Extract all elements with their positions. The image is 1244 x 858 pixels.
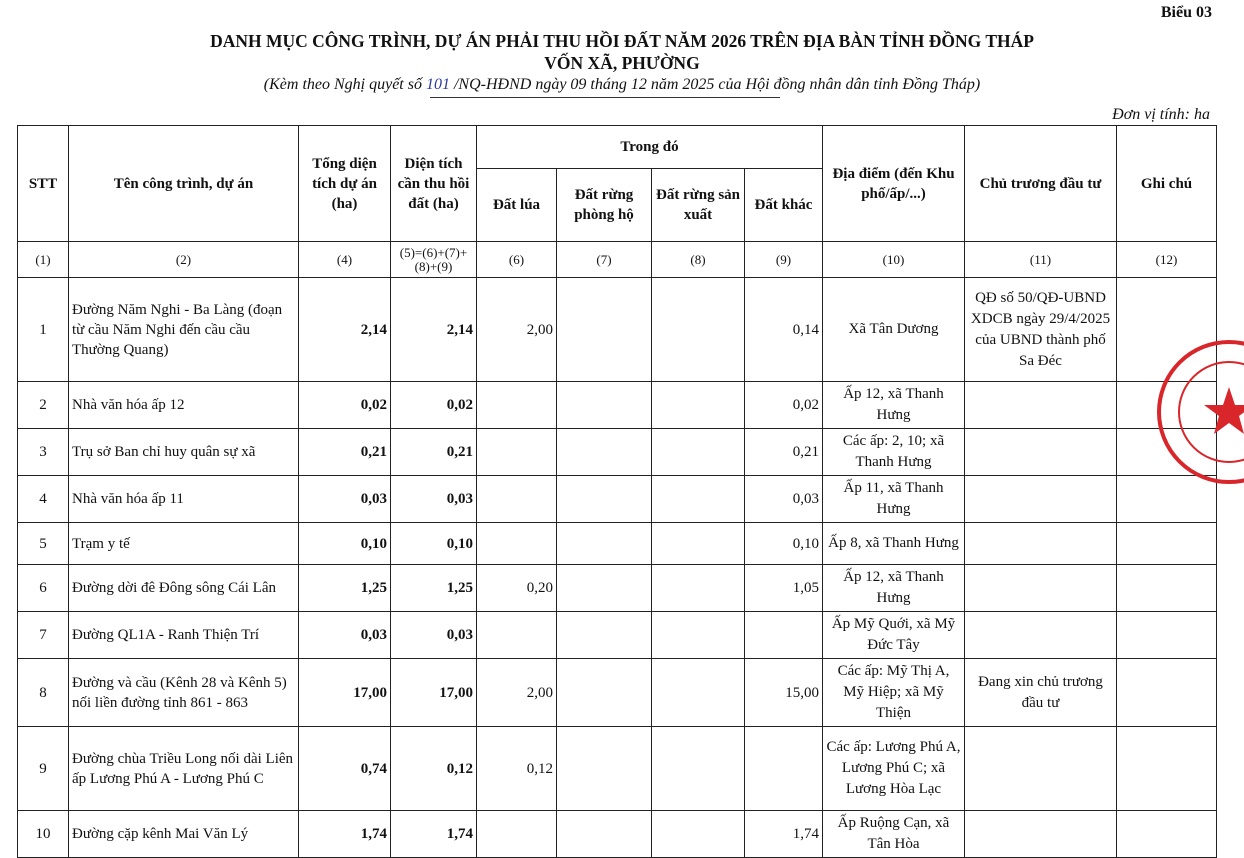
cell-name: Đường cặp kênh Mai Văn Lý [69,811,299,858]
cell-prod [652,727,745,811]
cell-stt: 1 [18,278,69,382]
cell-note [1117,659,1217,727]
cell-total: 17,00 [299,659,391,727]
cell-stt: 9 [18,727,69,811]
cell-name: Đường dời đê Đông sông Cái Lân [69,565,299,612]
cell-prod [652,278,745,382]
cell-recover: 0,21 [391,429,477,476]
cell-note [1117,727,1217,811]
cell-name: Đường và cầu (Kênh 28 và Kênh 5) nối liền đường tỉnh 861 - 863 [69,659,299,727]
table-row [18,727,1217,811]
cell-policy [965,476,1117,523]
cell-stt: 2 [18,382,69,429]
form-label: Biểu 03 [1160,4,1212,21]
cell-policy [965,382,1117,429]
cell-name: Đường Năm Nghi - Ba Làng (đoạn từ cầu Năm Nghi đến cầu cầu Thường Quang) [69,278,299,382]
cell-name: Nhà văn hóa ấp 12 [69,382,299,429]
index-cell: (4) [299,242,391,278]
cell-recover: 1,25 [391,565,477,612]
cell-rice [477,811,557,858]
cell-other: 0,02 [745,382,823,429]
index-cell: (6) [477,242,557,278]
table-row [18,659,1217,727]
cell-rice [477,476,557,523]
header-group: Trong đó [477,126,823,169]
cell-protect [557,727,652,811]
cell-other: 0,21 [745,429,823,476]
cell-prod [652,565,745,612]
index-cell: (8) [652,242,745,278]
cell-location: Các ấp: 2, 10; xã Thanh Hưng [823,429,965,476]
title-line-2: VỐN XÃ, PHƯỜNG [544,53,700,73]
cell-policy [965,612,1117,659]
cell-total: 1,74 [299,811,391,858]
cell-stt: 4 [18,476,69,523]
cell-policy: Đang xin chủ trương đầu tư [965,659,1117,727]
cell-recover: 2,14 [391,278,477,382]
project-table [17,125,1217,858]
cell-protect [557,278,652,382]
index-cell: (5)=(6)+(7)+(8)+(9) [391,242,477,278]
title-line-1: DANH MỤC CÔNG TRÌNH, DỰ ÁN PHẢI THU HỒI ĐẤT NĂM 2026 TRÊN ĐỊA BÀN TỈNH ĐỒNG THÁP [210,31,1034,51]
cell-protect [557,523,652,565]
cell-prod [652,523,745,565]
index-cell: (10) [823,242,965,278]
cell-other [745,727,823,811]
cell-rice [477,612,557,659]
subtitle-suffix: /NQ-HĐND ngày 09 tháng 12 năm 2025 của Hội đồng nhân dân tỉnh Đồng Tháp) [449,76,981,93]
table-row [18,278,1217,382]
header-prod: Đất rừng sản xuất [652,169,745,242]
underline [430,97,780,98]
header-other: Đất khác [745,169,823,242]
cell-stt: 7 [18,612,69,659]
index-cell: (2) [69,242,299,278]
cell-stt: 8 [18,659,69,727]
table-row [18,476,1217,523]
cell-other [745,612,823,659]
table-row [18,612,1217,659]
cell-rice [477,382,557,429]
cell-stt: 3 [18,429,69,476]
cell-other: 0,03 [745,476,823,523]
cell-note [1117,811,1217,858]
cell-other: 0,10 [745,523,823,565]
header-note: Ghi chú [1117,126,1217,242]
index-cell: (12) [1117,242,1217,278]
cell-location: Ấp Ruộng Cạn, xã Tân Hòa [823,811,965,858]
header-recover: Diện tích cần thu hồi đất (ha) [391,126,477,242]
red-seal-stamp [1154,322,1244,502]
cell-rice: 0,20 [477,565,557,612]
cell-location: Ấp 12, xã Thanh Hưng [823,565,965,612]
cell-recover: 0,03 [391,612,477,659]
cell-protect [557,659,652,727]
cell-total: 0,74 [299,727,391,811]
cell-policy: QĐ số 50/QĐ-UBND XDCB ngày 29/4/2025 của UBND thành phố Sa Đéc [965,278,1117,382]
cell-protect [557,429,652,476]
cell-other: 0,14 [745,278,823,382]
cell-total: 0,03 [299,612,391,659]
table-row [18,429,1217,476]
cell-recover: 1,74 [391,811,477,858]
cell-recover: 0,02 [391,382,477,429]
cell-name: Đường chùa Triều Long nối dài Liên ấp Lương Phú A - Lương Phú C [69,727,299,811]
cell-total: 1,25 [299,565,391,612]
cell-prod [652,811,745,858]
cell-location: Ấp 8, xã Thanh Hưng [823,523,965,565]
cell-rice: 2,00 [477,278,557,382]
cell-name: Trụ sở Ban chỉ huy quân sự xã [69,429,299,476]
cell-prod [652,659,745,727]
resolution-number: 101 [425,76,450,93]
cell-name: Trạm y tế [69,523,299,565]
cell-total: 0,21 [299,429,391,476]
cell-location: Các ấp: Lương Phú A, Lương Phú C; xã Lương Hòa Lạc [823,727,965,811]
index-cell: (7) [557,242,652,278]
cell-prod [652,476,745,523]
cell-name: Đường QL1A - Ranh Thiện Trí [69,612,299,659]
subtitle [0,76,1244,94]
cell-name: Nhà văn hóa ấp 11 [69,476,299,523]
header-name: Tên công trình, dự án [69,126,299,242]
cell-recover: 0,12 [391,727,477,811]
cell-policy [965,811,1117,858]
cell-note [1117,523,1217,565]
cell-note [1117,565,1217,612]
table-row [18,523,1217,565]
cell-total: 0,03 [299,476,391,523]
subtitle-prefix: (Kèm theo Nghị quyết số [263,76,426,93]
cell-other: 1,05 [745,565,823,612]
cell-protect [557,382,652,429]
table-row [18,382,1217,429]
cell-recover: 17,00 [391,659,477,727]
cell-total: 2,14 [299,278,391,382]
cell-total: 0,02 [299,382,391,429]
index-row [18,242,1217,278]
header-policy: Chủ trương đầu tư [965,126,1117,242]
table-row [18,565,1217,612]
cell-recover: 0,10 [391,523,477,565]
cell-prod [652,612,745,659]
document-title [0,30,1244,74]
index-cell: (11) [965,242,1117,278]
cell-location: Ấp Mỹ Quới, xã Mỹ Đức Tây [823,612,965,659]
cell-protect [557,612,652,659]
table-row [18,811,1217,858]
cell-recover: 0,03 [391,476,477,523]
cell-policy [965,727,1117,811]
cell-note [1117,612,1217,659]
cell-other: 1,74 [745,811,823,858]
cell-rice: 2,00 [477,659,557,727]
cell-stt: 6 [18,565,69,612]
header-total: Tổng diện tích dự án (ha) [299,126,391,242]
unit-label: Đơn vị tính: ha [1112,106,1210,123]
header-protect: Đất rừng phòng hộ [557,169,652,242]
header-stt: STT [18,126,69,242]
cell-stt: 5 [18,523,69,565]
cell-policy [965,429,1117,476]
cell-protect [557,476,652,523]
cell-prod [652,382,745,429]
cell-total: 0,10 [299,523,391,565]
cell-rice [477,523,557,565]
cell-policy [965,565,1117,612]
header-rice: Đất lúa [477,169,557,242]
cell-other: 15,00 [745,659,823,727]
header-location: Địa điểm (đến Khu phố/ấp/...) [823,126,965,242]
cell-location: Ấp 11, xã Thanh Hưng [823,476,965,523]
cell-protect [557,565,652,612]
index-cell: (1) [18,242,69,278]
cell-prod [652,429,745,476]
cell-rice [477,429,557,476]
cell-policy [965,523,1117,565]
cell-location: Các ấp: Mỹ Thị A, Mỹ Hiệp; xã Mỹ Thiện [823,659,965,727]
cell-location: Ấp 12, xã Thanh Hưng [823,382,965,429]
cell-protect [557,811,652,858]
cell-rice: 0,12 [477,727,557,811]
index-cell: (9) [745,242,823,278]
cell-location: Xã Tân Dương [823,278,965,382]
cell-stt: 10 [18,811,69,858]
